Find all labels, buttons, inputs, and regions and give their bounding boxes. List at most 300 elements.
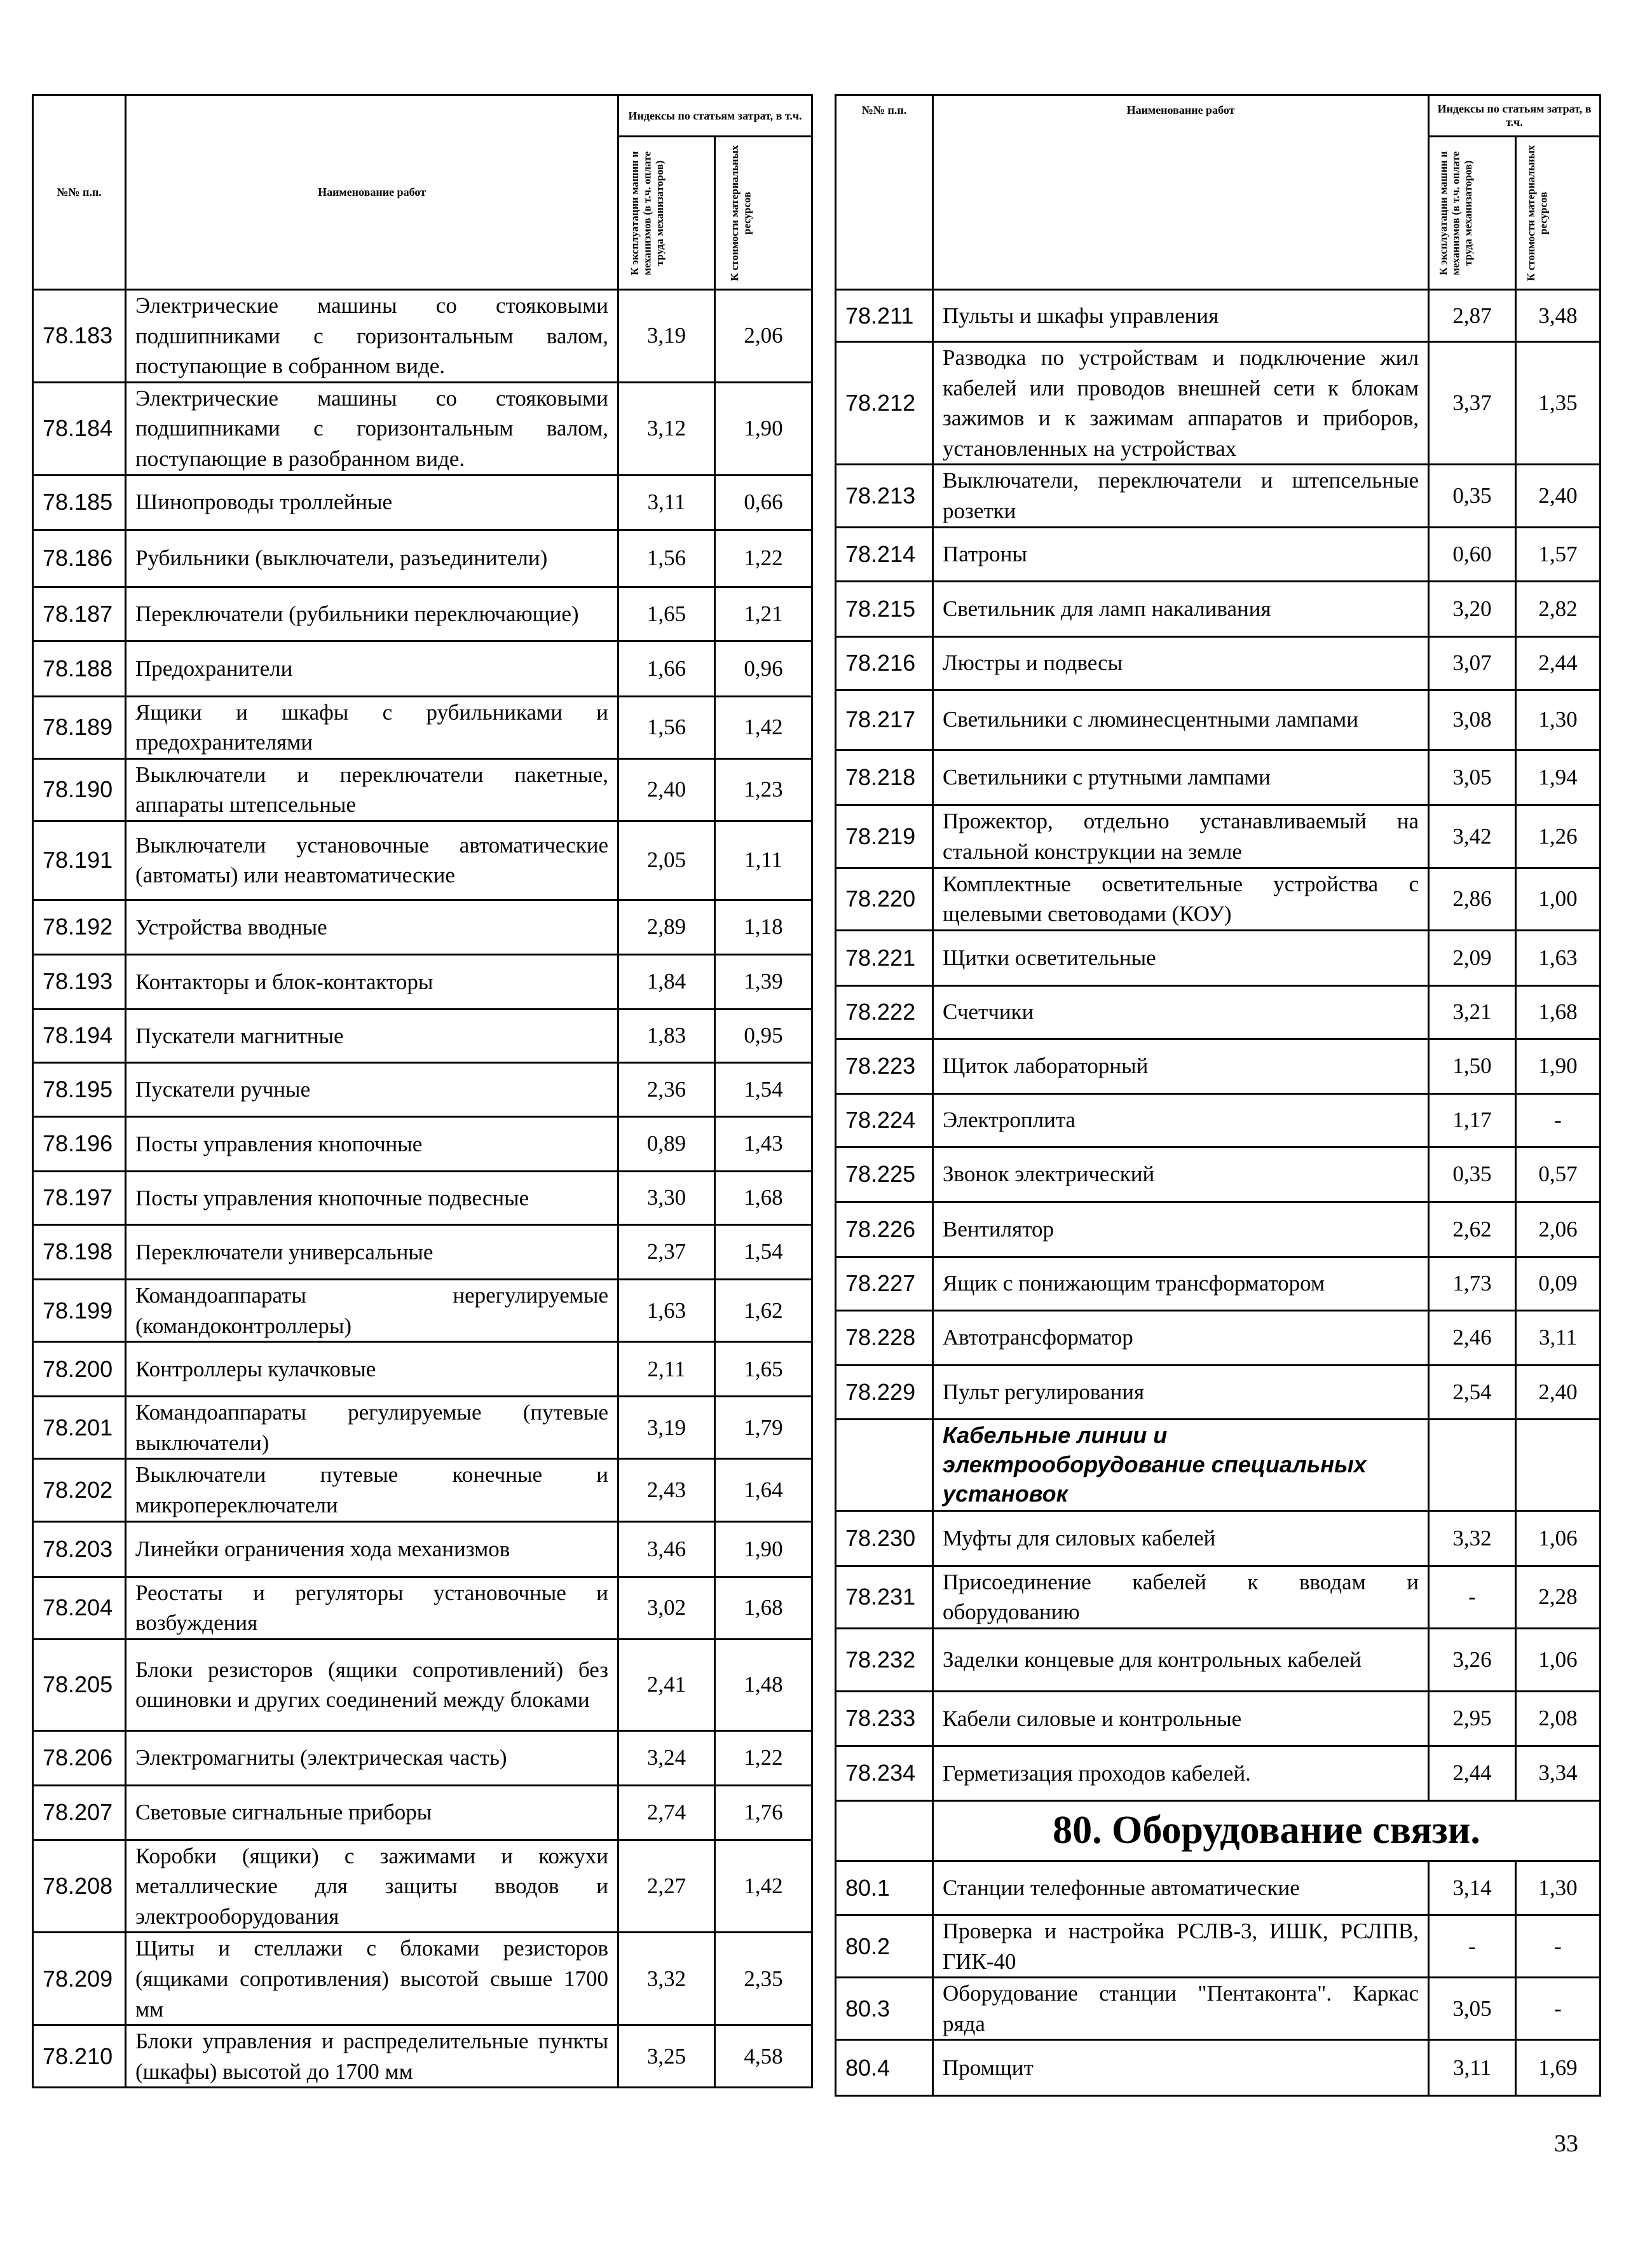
row-number: 78.193 — [33, 954, 126, 1009]
row-index-materials: 2,40 — [1516, 465, 1601, 527]
row-number: 80.2 — [836, 1915, 933, 1977]
row-index-materials: 1,42 — [715, 696, 812, 758]
row-number: 78.216 — [836, 636, 933, 690]
row-index-materials: - — [1516, 1978, 1601, 2040]
row-name: Световые сигнальные приборы — [126, 1785, 618, 1840]
row-name: Патроны — [933, 527, 1429, 581]
row-name: Коробки (ящики) с зажимами и кожухи металлические для защиты вводов и электрооборудования — [126, 1840, 618, 1933]
row-name: Люстры и подвесы — [933, 636, 1429, 690]
section-title-cable: Кабельные линии и электрооборудование специальных установок — [933, 1419, 1429, 1510]
table-row — [836, 527, 1601, 581]
row-index-materials: 1,00 — [1516, 868, 1601, 930]
table-row — [836, 1566, 1601, 1628]
row-index-machines: 3,24 — [618, 1730, 715, 1785]
row-index-materials: 1,68 — [715, 1171, 812, 1224]
row-index-machines: 2,86 — [1429, 868, 1516, 930]
row-index-machines: 0,89 — [618, 1116, 715, 1171]
row-index-machines: 2,09 — [1429, 930, 1516, 985]
row-name: Линейки ограничения хода механизмов — [126, 1521, 618, 1577]
row-index-materials: 1,57 — [1516, 527, 1601, 581]
row-name: Выключатели путевые конечные и микропереключатели — [126, 1459, 618, 1521]
table-row — [33, 1279, 812, 1341]
row-index-materials: 1,35 — [1516, 342, 1601, 465]
table-row — [33, 1116, 812, 1171]
row-number: 80.1 — [836, 1861, 933, 1915]
row-index-materials: 1,62 — [715, 1279, 812, 1341]
row-number: 78.191 — [33, 821, 126, 900]
row-number: 78.215 — [836, 581, 933, 636]
row-index-materials: 1,54 — [715, 1224, 812, 1279]
row-index-materials: 2,06 — [715, 290, 812, 383]
row-name: Выключатели и переключатели пакетные, аппараты штепсельные — [126, 758, 618, 821]
row-index-materials: 2,44 — [1516, 636, 1601, 690]
row-number: 78.230 — [836, 1510, 933, 1566]
row-name: Переключатели универсальные — [126, 1224, 618, 1279]
row-name: Электроплита — [933, 1093, 1429, 1147]
row-number: 78.186 — [33, 530, 126, 587]
row-name: Ящик с понижающим трансформатором — [933, 1257, 1429, 1310]
row-index-machines: 3,05 — [1429, 1978, 1516, 2040]
row-index-materials: 2,06 — [1516, 1202, 1601, 1257]
row-name: Муфты для силовых кабелей — [933, 1510, 1429, 1566]
row-index-materials: 1,54 — [715, 1062, 812, 1116]
row-number: 78.196 — [33, 1116, 126, 1171]
row-index-machines: 2,62 — [1429, 1202, 1516, 1257]
table-row — [33, 900, 812, 954]
row-index-machines: 3,14 — [1429, 1861, 1516, 1915]
row-number: 78.225 — [836, 1147, 933, 1202]
row-index-machines: 3,46 — [618, 1521, 715, 1577]
row-number: 80.4 — [836, 2040, 933, 2096]
right-index-table — [835, 94, 1601, 2097]
table-row — [33, 1730, 812, 1785]
row-name: Присоединение кабелей к вводам и оборудованию — [933, 1566, 1429, 1628]
header-num: №№ п.п. — [33, 95, 126, 290]
header-index-group-right: Индексы по статьям затрат, в т.ч. — [1429, 95, 1601, 137]
row-name: Светильники с люминесцентными лампами — [933, 690, 1429, 750]
table-row — [33, 1009, 812, 1062]
row-index-machines: 0,35 — [1429, 1147, 1516, 1202]
row-index-materials: 1,06 — [1516, 1628, 1601, 1691]
row-number: 78.202 — [33, 1459, 126, 1521]
row-number: 78.207 — [33, 1785, 126, 1840]
row-index-machines: 2,43 — [618, 1459, 715, 1521]
row-number: 78.219 — [836, 805, 933, 868]
table-row — [836, 750, 1601, 805]
row-number: 78.183 — [33, 290, 126, 383]
row-index-materials: 1,26 — [1516, 805, 1601, 868]
row-name: Пульт регулирования — [933, 1365, 1429, 1419]
row-index-materials: 1,94 — [1516, 750, 1601, 805]
row-index-materials: 2,28 — [1516, 1566, 1601, 1628]
table-row — [836, 2040, 1601, 2096]
row-index-materials: 1,30 — [1516, 1861, 1601, 1915]
table-row — [836, 1746, 1601, 1800]
table-row — [33, 1639, 812, 1730]
row-index-machines: 1,56 — [618, 696, 715, 758]
row-number: 80.3 — [836, 1978, 933, 2040]
table-row — [836, 868, 1601, 930]
table-row — [836, 1915, 1601, 1977]
table-row — [33, 1397, 812, 1459]
row-index-materials: 1,11 — [715, 821, 812, 900]
row-index-machines: 3,07 — [1429, 636, 1516, 690]
row-number: 78.232 — [836, 1628, 933, 1691]
table-row — [836, 581, 1601, 636]
row-index-materials: 1,21 — [715, 587, 812, 641]
row-name: Контакторы и блок-контакторы — [126, 954, 618, 1009]
row-index-machines: 2,74 — [618, 1785, 715, 1840]
table-row — [836, 1628, 1601, 1691]
row-index-materials: 1,90 — [715, 1521, 812, 1577]
row-index-materials: 1,06 — [1516, 1510, 1601, 1566]
row-index-materials: 1,65 — [715, 1342, 812, 1397]
row-index-machines: 2,54 — [1429, 1365, 1516, 1419]
row-name: Командоаппараты регулируемые (путевые выключатели) — [126, 1397, 618, 1459]
section-row-cable — [836, 1419, 1601, 1510]
table-row — [33, 290, 812, 383]
row-index-machines: 2,40 — [618, 758, 715, 821]
row-number: 78.208 — [33, 1840, 126, 1933]
table-row — [836, 636, 1601, 690]
row-name: Светильники с ртутными лампами — [933, 750, 1429, 805]
header-col-materials-right: К стоимости материальных ресурсов — [1516, 137, 1601, 290]
row-index-machines: 3,11 — [618, 475, 715, 530]
row-number: 78.204 — [33, 1577, 126, 1639]
table-row — [33, 1785, 812, 1840]
row-index-machines: 3,21 — [1429, 985, 1516, 1039]
row-name: Командоаппараты нерегулируемые (командоконтроллеры) — [126, 1279, 618, 1341]
row-index-materials: 1,63 — [1516, 930, 1601, 985]
row-name: Пускатели ручные — [126, 1062, 618, 1116]
row-name: Посты управления кнопочные — [126, 1116, 618, 1171]
row-index-materials: 2,08 — [1516, 1691, 1601, 1746]
row-index-materials: 0,66 — [715, 475, 812, 530]
row-number: 78.213 — [836, 465, 933, 527]
table-row — [836, 1147, 1601, 1202]
row-name: Проверка и настройка РСЛВ-3, ИШК, РСЛПВ, ГИК-40 — [933, 1915, 1429, 1977]
row-index-machines: 1,63 — [618, 1279, 715, 1341]
row-index-machines: 2,87 — [1429, 290, 1516, 342]
row-name: Электрические машины со стояковыми подшипниками с горизонтальным валом, поступающие в разобранном виде. — [126, 382, 618, 475]
row-index-machines: 2,46 — [1429, 1310, 1516, 1365]
row-index-materials: - — [1516, 1093, 1601, 1147]
row-index-materials: 3,48 — [1516, 290, 1601, 342]
table-row — [33, 530, 812, 587]
row-number: 78.199 — [33, 1279, 126, 1341]
row-index-machines: 3,25 — [618, 2025, 715, 2088]
row-index-machines: 3,19 — [618, 1397, 715, 1459]
row-name: Переключатели (рубильники переключающие) — [126, 587, 618, 641]
row-index-machines: 3,11 — [1429, 2040, 1516, 2096]
row-index-materials: 1,42 — [715, 1840, 812, 1933]
row-number: 78.184 — [33, 382, 126, 475]
row-index-machines: 2,11 — [618, 1342, 715, 1397]
row-name: Счетчики — [933, 985, 1429, 1039]
row-name: Предохранители — [126, 641, 618, 696]
section-empty-cell — [1429, 1419, 1516, 1510]
row-index-machines: 3,32 — [618, 1933, 715, 2025]
row-name: Выключатели установочные автоматические (автоматы) или неавтоматические — [126, 821, 618, 900]
row-number: 78.231 — [836, 1566, 933, 1628]
row-name: Щитки осветительные — [933, 930, 1429, 985]
row-index-materials: 3,34 — [1516, 1746, 1601, 1800]
row-name: Выключатели, переключатели и штепсельные розетки — [933, 465, 1429, 527]
table-row — [33, 1062, 812, 1116]
row-number: 78.205 — [33, 1639, 126, 1730]
table-row — [836, 1861, 1601, 1915]
row-name: Посты управления кнопочные подвесные — [126, 1171, 618, 1224]
table-row — [33, 475, 812, 530]
row-number: 78.218 — [836, 750, 933, 805]
row-name: Прожектор, отдельно устанавливаемый на стальной конструкции на земле — [933, 805, 1429, 868]
row-index-machines: 2,95 — [1429, 1691, 1516, 1746]
row-index-machines: 2,05 — [618, 821, 715, 900]
row-name: Щиты и стеллажи с блоками резисторов (ящиками сопротивления) высотой свыше 1700 мм — [126, 1933, 618, 2025]
row-number: 78.201 — [33, 1397, 126, 1459]
row-name: Светильник для ламп накаливания — [933, 581, 1429, 636]
row-number: 78.222 — [836, 985, 933, 1039]
section-empty-cell — [836, 1800, 933, 1861]
row-index-machines: 3,08 — [1429, 690, 1516, 750]
row-number: 78.198 — [33, 1224, 126, 1279]
row-index-machines: 2,44 — [1429, 1746, 1516, 1800]
row-number: 78.211 — [836, 290, 933, 342]
table-row — [33, 1171, 812, 1224]
table-row — [33, 2025, 812, 2088]
row-name: Заделки концевые для контрольных кабелей — [933, 1628, 1429, 1691]
table-row — [33, 382, 812, 475]
row-index-materials: 1,76 — [715, 1785, 812, 1840]
row-name: Пускатели магнитные — [126, 1009, 618, 1062]
row-index-machines: 3,42 — [1429, 805, 1516, 868]
row-name: Разводка по устройствам и подключение жил кабелей или проводов внешней сети к блокам зажимов и к зажимам аппаратов и приборов, установленных на устройствах — [933, 342, 1429, 465]
row-index-machines: 1,83 — [618, 1009, 715, 1062]
table-row — [836, 1093, 1601, 1147]
row-number: 78.224 — [836, 1093, 933, 1147]
row-number: 78.192 — [33, 900, 126, 954]
row-number: 78.200 — [33, 1342, 126, 1397]
row-name: Шинопроводы троллейные — [126, 475, 618, 530]
table-row — [836, 690, 1601, 750]
row-index-materials: 1,48 — [715, 1639, 812, 1730]
row-name: Станции телефонные автоматические — [933, 1861, 1429, 1915]
section-empty-cell — [1516, 1419, 1601, 1510]
row-number: 78.188 — [33, 641, 126, 696]
row-number: 78.227 — [836, 1257, 933, 1310]
row-number: 78.210 — [33, 2025, 126, 2088]
row-number: 78.221 — [836, 930, 933, 985]
table-row — [836, 1202, 1601, 1257]
row-number: 78.226 — [836, 1202, 933, 1257]
row-name: Электромагниты (электрическая часть) — [126, 1730, 618, 1785]
row-name: Щиток лабораторный — [933, 1039, 1429, 1093]
row-name: Пульты и шкафы управления — [933, 290, 1429, 342]
table-row — [836, 1691, 1601, 1746]
row-number: 78.206 — [33, 1730, 126, 1785]
row-index-materials: 2,40 — [1516, 1365, 1601, 1419]
row-index-materials: 1,18 — [715, 900, 812, 954]
row-index-machines: 3,20 — [1429, 581, 1516, 636]
row-index-machines: 3,02 — [618, 1577, 715, 1639]
row-number: 78.189 — [33, 696, 126, 758]
table-row — [836, 465, 1601, 527]
row-index-materials: 0,95 — [715, 1009, 812, 1062]
row-name: Блоки резисторов (ящики сопротивлений) без ошиновки и других соединений между блоками — [126, 1639, 618, 1730]
row-number: 78.195 — [33, 1062, 126, 1116]
row-index-materials: 1,68 — [715, 1577, 812, 1639]
row-index-machines: 1,84 — [618, 954, 715, 1009]
row-name: Ящики и шкафы с рубильниками и предохранителями — [126, 696, 618, 758]
table-row — [33, 1224, 812, 1279]
row-number: 78.203 — [33, 1521, 126, 1577]
header-col-materials: К стоимости материальных ресурсов — [715, 137, 812, 290]
row-index-materials: 1,43 — [715, 1116, 812, 1171]
table-row — [33, 1933, 812, 2025]
row-name: Кабели силовые и контрольные — [933, 1691, 1429, 1746]
row-index-materials: 1,39 — [715, 954, 812, 1009]
row-name: Рубильники (выключатели, разъединители) — [126, 530, 618, 587]
row-index-machines: 1,17 — [1429, 1093, 1516, 1147]
table-row — [33, 954, 812, 1009]
row-index-machines: 1,65 — [618, 587, 715, 641]
row-index-machines: 2,41 — [618, 1639, 715, 1730]
row-number: 78.187 — [33, 587, 126, 641]
row-index-materials: 1,22 — [715, 530, 812, 587]
row-number: 78.185 — [33, 475, 126, 530]
table-row — [33, 1840, 812, 1933]
row-name: Оборудование станции "Пентаконта". Каркас ряда — [933, 1978, 1429, 2040]
row-name: Звонок электрический — [933, 1147, 1429, 1202]
row-number: 78.228 — [836, 1310, 933, 1365]
table-row — [836, 1510, 1601, 1566]
row-index-materials: 1,69 — [1516, 2040, 1601, 2096]
table-row — [836, 930, 1601, 985]
row-index-materials: 3,11 — [1516, 1310, 1601, 1365]
row-index-materials: - — [1516, 1915, 1601, 1977]
row-index-materials: 1,23 — [715, 758, 812, 821]
row-index-materials: 1,30 — [1516, 690, 1601, 750]
row-name: Промщит — [933, 2040, 1429, 2096]
row-index-machines: 0,60 — [1429, 527, 1516, 581]
row-index-materials: 0,96 — [715, 641, 812, 696]
table-row — [836, 290, 1601, 342]
row-index-materials: 0,57 — [1516, 1147, 1601, 1202]
row-name: Реостаты и регуляторы установочные и возбуждения — [126, 1577, 618, 1639]
table-row — [836, 342, 1601, 465]
row-name: Вентилятор — [933, 1202, 1429, 1257]
table-row — [33, 696, 812, 758]
header-col-machines: К эксплуатации машин и механизмов (в т.ч. оплате труда механизаторов) — [618, 137, 715, 290]
row-number: 78.220 — [836, 868, 933, 930]
row-index-materials: 2,82 — [1516, 581, 1601, 636]
row-index-materials: 1,64 — [715, 1459, 812, 1521]
row-number: 78.217 — [836, 690, 933, 750]
section-empty-cell — [836, 1419, 933, 1510]
row-number: 78.234 — [836, 1746, 933, 1800]
row-number: 78.209 — [33, 1933, 126, 2025]
row-index-materials: 1,90 — [1516, 1039, 1601, 1093]
header-name-right: Наименование работ — [933, 95, 1429, 290]
row-index-machines: 3,19 — [618, 290, 715, 383]
table-row — [836, 805, 1601, 868]
row-number: 78.233 — [836, 1691, 933, 1746]
table-row — [836, 1365, 1601, 1419]
row-index-machines: 2,37 — [618, 1224, 715, 1279]
table-row — [33, 1342, 812, 1397]
row-index-materials: 1,22 — [715, 1730, 812, 1785]
row-index-machines: 2,27 — [618, 1840, 715, 1933]
header-name: Наименование работ — [126, 95, 618, 290]
row-index-materials: 2,35 — [715, 1933, 812, 2025]
row-index-machines: 2,36 — [618, 1062, 715, 1116]
row-index-machines: - — [1429, 1915, 1516, 1977]
section-title-communication: 80. Оборудование связи. — [933, 1800, 1601, 1861]
row-index-materials: 1,90 — [715, 382, 812, 475]
page-number: 33 — [1554, 2130, 1578, 2157]
row-index-machines: 2,89 — [618, 900, 715, 954]
table-row — [836, 1257, 1601, 1310]
row-index-machines: 3,12 — [618, 382, 715, 475]
table-row — [33, 587, 812, 641]
row-index-machines: 1,66 — [618, 641, 715, 696]
row-number: 78.197 — [33, 1171, 126, 1224]
table-row — [33, 641, 812, 696]
row-index-machines: - — [1429, 1566, 1516, 1628]
row-number: 78.212 — [836, 342, 933, 465]
row-number: 78.229 — [836, 1365, 933, 1419]
row-number: 78.214 — [836, 527, 933, 581]
row-index-machines: 3,30 — [618, 1171, 715, 1224]
header-index-group: Индексы по статьям затрат, в т.ч. — [618, 95, 812, 137]
table-row — [33, 821, 812, 900]
row-name: Блоки управления и распределительные пункты (шкафы) высотой до 1700 мм — [126, 2025, 618, 2088]
row-index-materials: 4,58 — [715, 2025, 812, 2088]
row-index-machines: 3,26 — [1429, 1628, 1516, 1691]
row-index-machines: 1,56 — [618, 530, 715, 587]
section-row-communication — [836, 1800, 1601, 1861]
row-number: 78.190 — [33, 758, 126, 821]
row-index-machines: 3,37 — [1429, 342, 1516, 465]
row-name: Устройства вводные — [126, 900, 618, 954]
row-index-machines: 1,50 — [1429, 1039, 1516, 1093]
row-index-machines: 3,32 — [1429, 1510, 1516, 1566]
header-col-machines-right: К эксплуатации машин и механизмов (в т.ч. оплате труда механизаторов) — [1429, 137, 1516, 290]
row-name: Электрические машины со стояковыми подшипниками с горизонтальным валом, поступающие в собранном виде. — [126, 290, 618, 383]
row-index-materials: 0,09 — [1516, 1257, 1601, 1310]
row-name: Автотрансформатор — [933, 1310, 1429, 1365]
row-name: Контроллеры кулачковые — [126, 1342, 618, 1397]
table-row — [836, 1978, 1601, 2040]
row-number: 78.194 — [33, 1009, 126, 1062]
row-name: Комплектные осветительные устройства с щелевыми световодами (КОУ) — [933, 868, 1429, 930]
row-index-materials: 1,79 — [715, 1397, 812, 1459]
table-row — [33, 1521, 812, 1577]
left-index-table — [32, 94, 813, 2088]
table-row — [33, 1577, 812, 1639]
row-name: Герметизация проходов кабелей. — [933, 1746, 1429, 1800]
row-index-machines: 1,73 — [1429, 1257, 1516, 1310]
table-row — [836, 1310, 1601, 1365]
row-index-materials: 1,68 — [1516, 985, 1601, 1039]
row-index-machines: 3,05 — [1429, 750, 1516, 805]
table-row — [33, 758, 812, 821]
header-num-right: №№ п.п. — [836, 95, 933, 290]
table-row — [836, 1039, 1601, 1093]
row-number: 78.223 — [836, 1039, 933, 1093]
table-row — [33, 1459, 812, 1521]
table-row — [836, 985, 1601, 1039]
